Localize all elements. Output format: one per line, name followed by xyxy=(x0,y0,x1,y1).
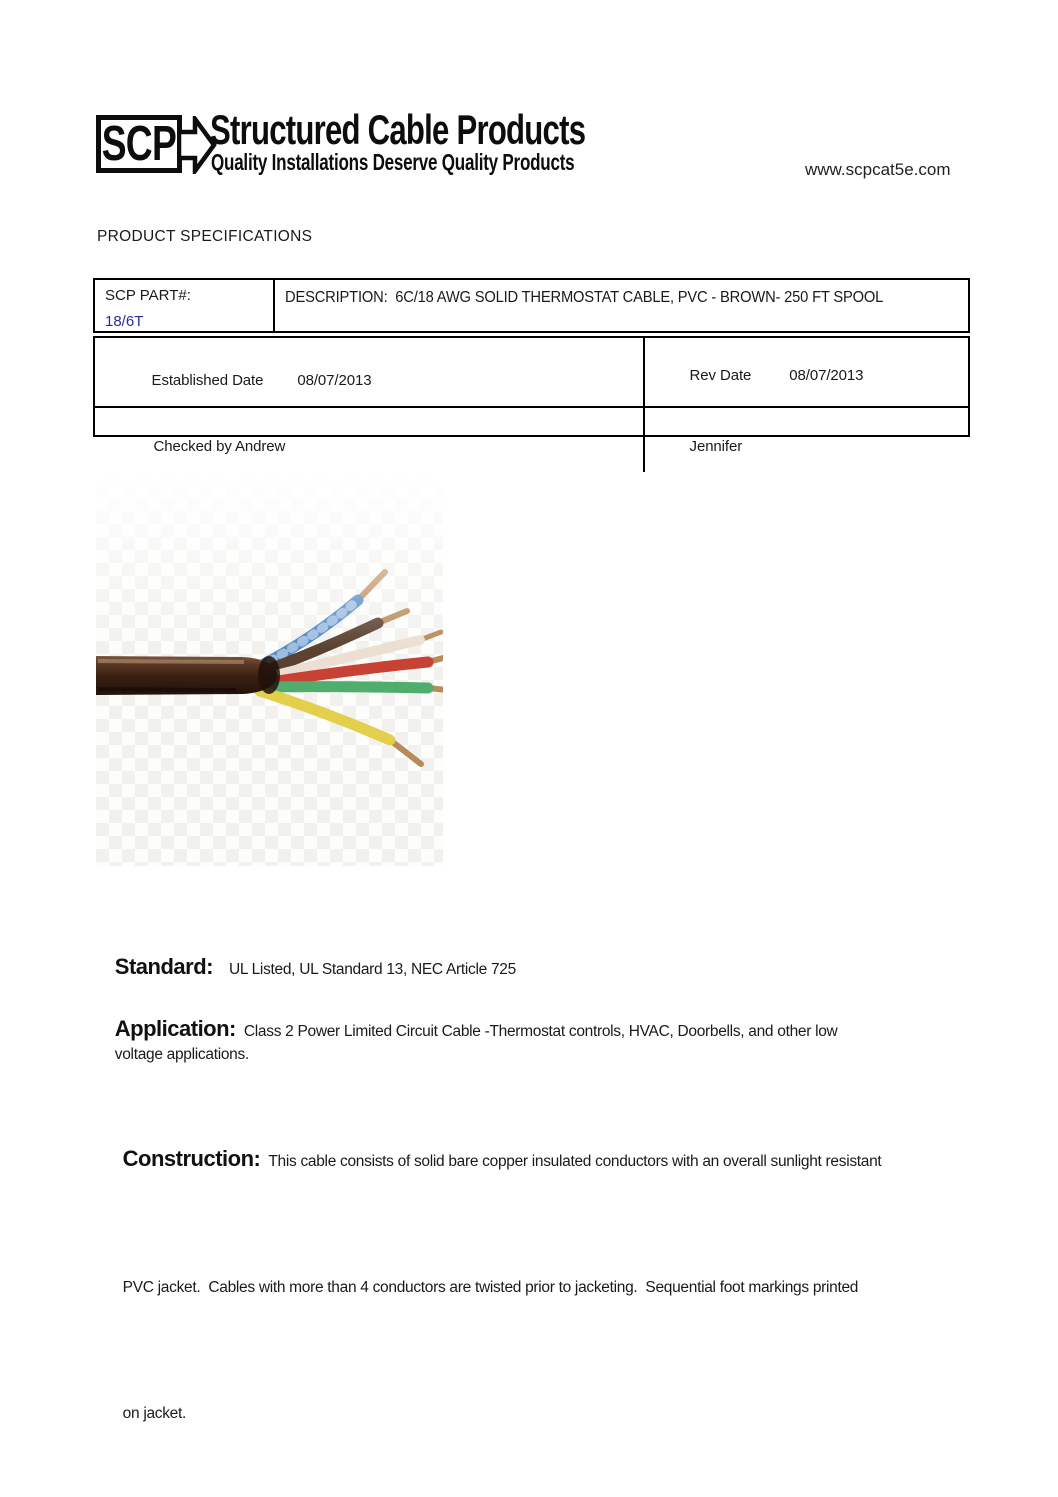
construction-body-line1: This cable consists of solid bare copper insulated conductors with an overall sunlight resistant xyxy=(268,1153,882,1170)
table-row xyxy=(95,338,968,408)
construction-heading: Construction: xyxy=(122,1146,261,1171)
standard-section xyxy=(97,936,516,998)
checked-by-text: Checked by Andrew xyxy=(153,438,286,455)
brand-title: Structured Cable Products xyxy=(210,106,586,153)
website-url: www.scpcat5e.com xyxy=(805,160,951,179)
construction-body-line2: PVC jacket. Cables with more than 4 conductors are twisted prior to jacketing. Sequential foot markings printed xyxy=(122,1279,859,1296)
application-body-line1: Class 2 Power Limited Circuit Cable -Thermostat controls, HVAC, Doorbells, and other low xyxy=(243,1023,838,1040)
construction-line2-wrap xyxy=(96,1243,881,1333)
rev-date-cell xyxy=(645,338,968,406)
checked-by-cell xyxy=(95,408,645,472)
standard-heading: Standard: xyxy=(114,954,213,979)
part-cell xyxy=(95,280,275,331)
description-text: DESCRIPTION: 6C/18 AWG SOLID THERMOSTAT CABLE, PVC - BROWN- 250 FT SPOOL xyxy=(285,289,884,306)
description-cell xyxy=(275,280,968,331)
established-date-value: 08/07/2013 xyxy=(297,372,372,389)
brand-tagline: Quality Installations Deserve Quality Products xyxy=(211,149,575,175)
dates-table xyxy=(93,336,970,455)
part-description-table xyxy=(93,278,970,333)
standard-body: UL Listed, UL Standard 13, NEC Article 725 xyxy=(228,961,516,978)
construction-line3-wrap xyxy=(96,1369,881,1459)
reviewer-name: Jennifer xyxy=(689,438,743,455)
application-heading: Application: xyxy=(114,1016,236,1041)
part-number: 18/6T xyxy=(105,313,144,330)
application-body-line2-wrap xyxy=(97,1028,249,1082)
table-row xyxy=(95,408,968,472)
rev-date-label: Rev Date xyxy=(689,367,752,384)
scp-logo-text: SCP xyxy=(101,116,177,171)
established-date-cell xyxy=(95,338,645,406)
construction-section xyxy=(96,1078,881,1495)
construction-body-line3: on jacket. xyxy=(122,1405,187,1422)
established-date-label: Established Date xyxy=(151,372,264,389)
page-title: PRODUCT SPECIFICATIONS xyxy=(97,228,313,245)
reviewer-cell xyxy=(645,408,968,472)
scp-logo-box xyxy=(96,115,182,173)
photo-background-fade xyxy=(96,472,443,866)
part-label: SCP PART#: xyxy=(105,287,191,304)
construction-line1-wrap xyxy=(96,1114,881,1207)
application-body-line2: voltage applications. xyxy=(114,1046,249,1063)
product-photo xyxy=(96,472,443,866)
rev-date-value: 08/07/2013 xyxy=(789,367,864,384)
